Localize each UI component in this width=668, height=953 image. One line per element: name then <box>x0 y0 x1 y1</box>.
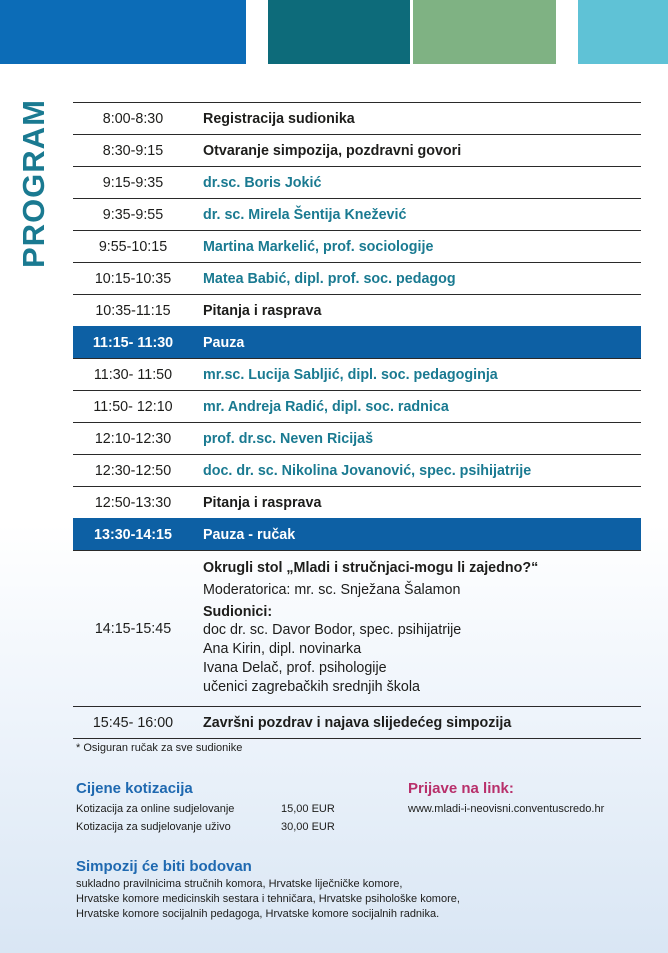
footnote: * Osiguran ručak za sve sudionike <box>76 742 243 754</box>
table-row: 12:50-13:30 Pitanja i rasprava <box>73 487 641 519</box>
break-row: 11:15- 11:30 Pauza <box>73 327 641 359</box>
participant: učenici zagrebačkih srednjih škola <box>203 679 420 695</box>
table-row: 9:15-9:35 dr.sc. Boris Jokić <box>73 167 641 199</box>
roundtable-title: Okrugli stol „Mladi i stručnjaci-mogu li zajedno?“ <box>203 560 539 576</box>
registration-heading: Prijave na link: <box>408 780 514 797</box>
table-row: 15:45- 16:00 Završni pozdrav i najava slijedećeg simpozija <box>73 707 641 739</box>
fee-label: Kotizacija za online sudjelovanje <box>76 803 235 815</box>
fee-label: Kotizacija za sudjelovanje uživo <box>76 821 231 833</box>
credits-heading: Simpozij će biti bodovan <box>76 858 252 875</box>
table-row: 11:50- 12:10 mr. Andreja Radić, dipl. soc. radnica <box>73 391 641 423</box>
color-band-teal <box>268 0 410 64</box>
participant: doc dr. sc. Davor Bodor, spec. psihijatrije <box>203 622 462 638</box>
credits-line: Hrvatske komore medicinskih sestara i tehničara, Hrvatske psihološke komore, <box>76 893 460 905</box>
color-band-cyan <box>578 0 668 64</box>
registration-link[interactable]: www.mladi-i-neovisni.conventuscredo.hr <box>408 803 605 815</box>
credits-line: Hrvatske komore socijalnih pedagoga, Hrvatske komore socijalnih radnika. <box>76 908 440 920</box>
program-table <box>73 102 641 739</box>
table-row: 9:55-10:15 Martina Markelić, prof. sociologije <box>73 231 641 263</box>
table-row: 10:35-11:15 Pitanja i rasprava <box>73 295 641 327</box>
color-band-green <box>413 0 556 64</box>
page-title: PROGRAM <box>16 99 51 268</box>
table-row: 11:30- 11:50 mr.sc. Lucija Sabljić, dipl. soc. pedagoginja <box>73 359 641 391</box>
participants-label: Sudionici: <box>203 604 273 620</box>
fees-heading: Cijene kotizacija <box>76 780 193 797</box>
table-row: 12:10-12:30 prof. dr.sc. Neven Ricijaš <box>73 423 641 455</box>
participant: Ivana Delač, prof. psihologije <box>203 660 387 676</box>
fee-price: 15,00 EUR <box>281 803 335 815</box>
table-row: 8:00-8:30 Registracija sudionika <box>73 103 641 135</box>
table-row: 12:30-12:50 doc. dr. sc. Nikolina Jovanović, spec. psihijatrije <box>73 455 641 487</box>
table-row: 10:15-10:35 Matea Babić, dipl. prof. soc. pedagog <box>73 263 641 295</box>
credits-line: sukladno pravilnicima stručnih komora, Hrvatske liječničke komore, <box>76 878 403 890</box>
color-band-blue <box>0 0 246 64</box>
roundtable-row: 14:15-15:45 Okrugli stol „Mladi i stručnjaci-mogu li zajedno?“ Moderatorica: mr. sc. Snježana Šalamon Sudionici: doc dr. sc. Davor Bodor, spec. psihijatrije Ana Kirin, dipl. novinarka Ivana Delač, prof. psihologije učenici zagrebačkih srednjih škola <box>73 551 641 707</box>
table-row: 8:30-9:15 Otvaranje simpozija, pozdravni govori <box>73 135 641 167</box>
fee-price: 30,00 EUR <box>281 821 335 833</box>
participant: Ana Kirin, dipl. novinarka <box>203 641 362 657</box>
moderator: Moderatorica: mr. sc. Snježana Šalamon <box>203 582 461 598</box>
table-row: 9:35-9:55 dr. sc. Mirela Šentija Knežević <box>73 199 641 231</box>
break-row: 13:30-14:15 Pauza - ručak <box>73 519 641 551</box>
